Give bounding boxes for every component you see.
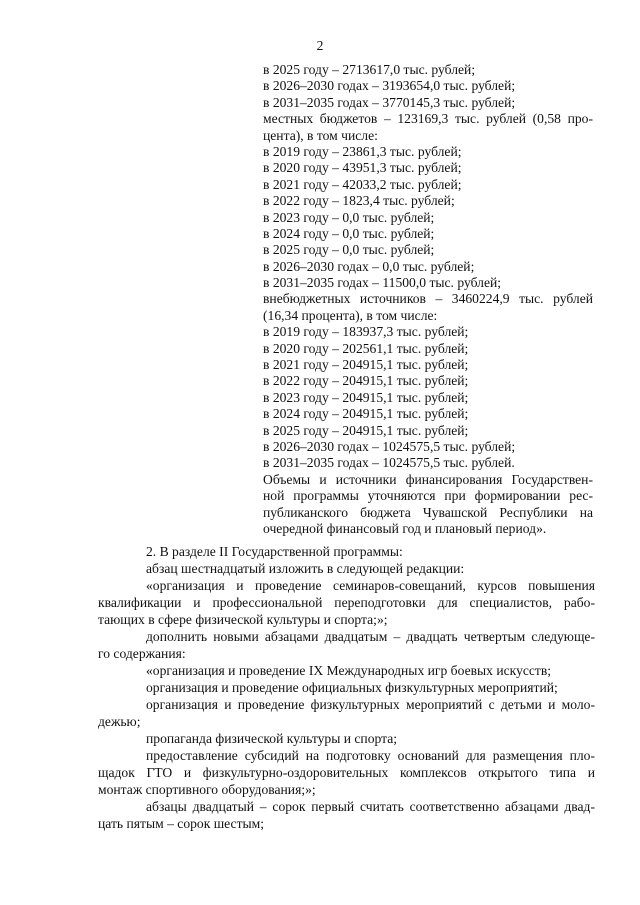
financing-line: в 2026–2030 годах – 1024575,5 тыс. рублей; bbox=[263, 438, 516, 454]
financing-line: очередной финансовый год и плановый период». bbox=[263, 520, 547, 536]
body-line: монтаж спортивного оборудования;»; bbox=[98, 782, 316, 797]
financing-line: в 2021 году – 42033,2 тыс. рублей; bbox=[263, 176, 462, 192]
financing-line: в 2022 году – 204915,1 тыс. рублей; bbox=[263, 373, 469, 389]
financing-line: публиканского бюджета Чувашской Республики на bbox=[263, 504, 593, 520]
financing-line: ной программы уточняются при формировании рес- bbox=[263, 488, 593, 504]
body-line: квалификации и профессиональной переподготовки для специалистов, рабо- bbox=[98, 595, 595, 610]
financing-line: в 2025 году – 2713617,0 тыс. рублей; bbox=[263, 62, 476, 77]
financing-line: Объемы и источники финансирования Государствен- bbox=[263, 471, 593, 487]
financing-line: в 2024 году – 0,0 тыс. рублей; bbox=[263, 225, 435, 241]
financing-column bbox=[263, 62, 593, 537]
financing-line: в 2026–2030 годах – 3193654,0 тыс. рублей; bbox=[263, 78, 516, 94]
financing-line: (16,34 процента), в том числе: bbox=[263, 307, 438, 323]
financing-line: в 2023 году – 204915,1 тыс. рублей; bbox=[263, 389, 469, 405]
financing-line: в 2031–2035 годах – 1024575,5 тыс. рублей. bbox=[263, 455, 515, 471]
financing-line: местных бюджетов – 123169,3 тыс. рублей (0,58 про- bbox=[263, 111, 593, 127]
financing-line: в 2019 году – 23861,3 тыс. рублей; bbox=[263, 143, 462, 159]
body-line: абзац шестнадцатый изложить в следующей редакции: bbox=[146, 561, 465, 576]
financing-line: в 2024 году – 204915,1 тыс. рублей; bbox=[263, 406, 469, 422]
financing-line: в 2020 году – 202561,1 тыс. рублей; bbox=[263, 340, 469, 356]
financing-line: в 2025 году – 0,0 тыс. рублей; bbox=[263, 242, 435, 258]
body-line: пропаганда физической культуры и спорта; bbox=[146, 731, 398, 746]
body-line: абзацы двадцатый – сорок первый считать соответственно абзацами двад- bbox=[146, 799, 595, 814]
financing-line: в 2025 году – 204915,1 тыс. рублей; bbox=[263, 422, 469, 438]
body-line: дополнить новыми абзацами двадцатым – двадцать четвертым следующе- bbox=[146, 629, 595, 644]
body-line: цать пятым – сорок шестым; bbox=[98, 816, 265, 831]
financing-line: в 2031–2035 годах – 3770145,3 тыс. рублей; bbox=[263, 94, 516, 110]
body-line: дежью; bbox=[98, 714, 141, 729]
body-line: 2. В разделе II Государственной программы: bbox=[146, 544, 403, 559]
body-line: го содержания: bbox=[98, 646, 186, 661]
body-line: предоставление субсидий на подготовку оснований для размещения пло- bbox=[146, 748, 595, 763]
page-number: 2 bbox=[316, 38, 324, 53]
financing-line: в 2023 году – 0,0 тыс. рублей; bbox=[263, 209, 435, 225]
financing-line: в 2022 году – 1823,4 тыс. рублей; bbox=[263, 193, 455, 209]
financing-line: цента), в том числе: bbox=[263, 127, 378, 143]
body-line: «организация и проведение IX Международных игр боевых искусств; bbox=[146, 663, 552, 678]
financing-line: внебюджетных источников – 3460224,9 тыс. рублей bbox=[263, 291, 593, 307]
financing-line: в 2026–2030 годах – 0,0 тыс. рублей; bbox=[263, 258, 475, 274]
financing-line: в 2031–2035 годах – 11500,0 тыс. рублей; bbox=[263, 275, 502, 291]
section-amendments bbox=[98, 543, 595, 832]
financing-line: в 2020 году – 43951,3 тыс. рублей; bbox=[263, 160, 462, 176]
body-line: тающих в сфере физической культуры и спорта;»; bbox=[98, 612, 388, 627]
body-line: «организация и проведение семинаров-совещаний, курсов повышения bbox=[146, 578, 595, 593]
financing-line: в 2021 году – 204915,1 тыс. рублей; bbox=[263, 357, 469, 373]
financing-line: в 2019 году – 183937,3 тыс. рублей; bbox=[263, 324, 469, 340]
body-line: организация и проведение физкультурных мероприятий с детьми и моло- bbox=[146, 697, 595, 712]
body-line: щадок ГТО и физкультурно-оздоровительных комплексов открытого типа и bbox=[98, 765, 595, 780]
body-line: организация и проведение официальных физкультурных мероприятий; bbox=[146, 680, 558, 695]
